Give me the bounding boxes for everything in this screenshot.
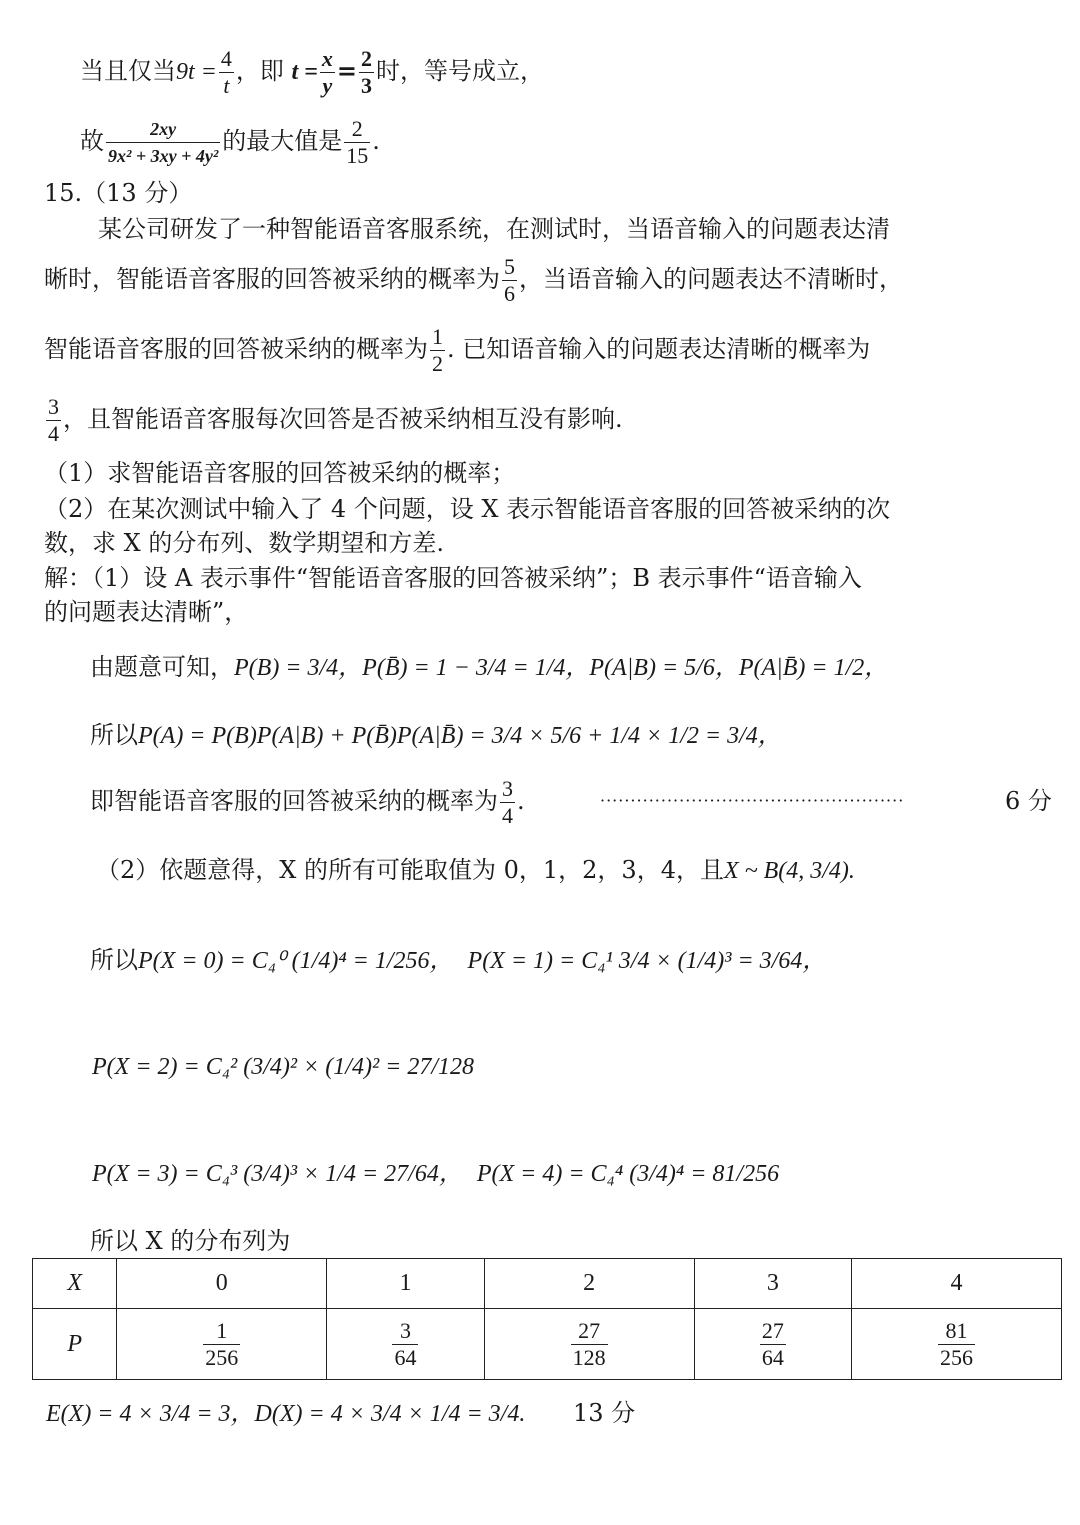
fraction: $\frac{3}{4}$ — [48, 394, 59, 446]
score-leader-dots: ·················································· — [600, 791, 905, 810]
table-cell: 0 — [117, 1259, 327, 1309]
table-cell: 2 — [484, 1259, 694, 1309]
solution-line-6: 所以P(X = 0) = C₄⁰ (1/4)⁴ = 1/256， P(X = 1) = C₄¹ 3/4 × (1/4)³ = 3/64， — [90, 946, 827, 974]
fraction: $\frac{2}{15}$ — [346, 116, 369, 168]
table-cell: $\frac{1}{256}$ — [117, 1309, 327, 1380]
solution-line-8: P(X = 3) = C₄³ (3/4)³ × 1/4 = 27/64， P(X = 4) = C₄⁴ (3/4)⁴ = 81/256 — [92, 1161, 780, 1187]
solution-line-10: E(X) = 4 × 3/4 = 3，D(X) = 4 × 3/4 × 1/4 = 3/4. 13 分 — [46, 1399, 636, 1427]
question-2a: （2）在某次测试中输入了 4 个问题，设 X 表示智能语音客服的回答被采纳的次 — [44, 495, 891, 523]
table-cell: $\frac{3}{64}$ — [327, 1309, 484, 1380]
solution-line-1b: 的问题表达清晰”， — [44, 598, 249, 626]
fraction: $\frac{5}{6}$ — [504, 254, 515, 306]
solution-line-3: 所以P(A) = P(B)P(A|B) + P(B̄)P(A|B̄) = 3/4 × 5/6 + 1/4 × 1/2 = 3/4， — [90, 721, 782, 749]
problem-paragraph-3: 智能语音客服的回答被采纳的概率为 $\frac{1}{2}$ . 已知语音输入的问题表达清晰的概率为 — [44, 324, 871, 376]
problem-paragraph-1: 某公司研发了一种智能语音客服系统，在测试时，当语音输入的问题表达清 — [98, 215, 890, 243]
fraction: $\frac{4}{t}$ — [220, 46, 232, 98]
score-13: 13 分 — [572, 1399, 636, 1427]
solution-line-2: 由题意可知，P(B) = 3/4，P(B̄) = 1 − 3/4 = 1/4，P(A|B) = 5/6，P(A|B̄) = 1/2， — [90, 653, 889, 681]
question-2b: 数，求 X 的分布列、数学期望和方差. — [44, 529, 444, 557]
table-header-p: P — [33, 1309, 117, 1380]
solution-line-4: 即智能语音客服的回答被采纳的概率为 $\frac{3}{4}$ . — [90, 776, 525, 828]
table-cell: 3 — [694, 1259, 851, 1309]
distribution-table — [32, 1258, 1062, 1380]
problem-paragraph-2: 晰时，智能语音客服的回答被采纳的概率为 $\frac{5}{6}$ ，当语音输入的问题表达不清晰时， — [44, 254, 903, 306]
solution-line-5: （2）依题意得，X 的所有可能取值为 0，1，2，3，4，且X ~ B(4, 3/4). — [96, 856, 855, 884]
question-1: （1）求智能语音客服的回答被采纳的概率； — [44, 459, 516, 487]
table-cell: $\frac{81}{256}$ — [852, 1309, 1062, 1380]
table-cell: $\frac{27}{128}$ — [484, 1309, 694, 1380]
problem-number: 15.（13 分） — [44, 179, 193, 207]
fraction: $\frac{2}{3}$ — [360, 46, 372, 98]
intro-line-1: 当且仅当9t = $\frac{4}{t}$ ，即 t = $\frac{x}{y}$ = $\frac{2}{3}$ 时，等号成立， — [80, 46, 544, 98]
fraction: $\frac{3}{4}$ — [502, 776, 513, 828]
table-cell: 1 — [327, 1259, 484, 1309]
solution-line-9: 所以 X 的分布列为 — [90, 1227, 291, 1255]
fraction: $\frac{2xy}{\text{9x² + 3xy + 4y²}}$ — [106, 116, 220, 169]
intro-line-2: 故 $\frac{2xy}{\text{9x² + 3xy + 4y²}}$ 的最大值是 $\frac{2}{15}$ . — [80, 116, 380, 168]
problem-paragraph-4: $\frac{3}{4}$ ，且智能语音客服每次回答是否被采纳相互没有影响. — [48, 394, 623, 446]
table-row — [33, 1259, 1062, 1309]
table-cell: $\frac{27}{64}$ — [694, 1309, 851, 1380]
table-row — [33, 1309, 1062, 1380]
solution-line-1a: 解：（1）设 A 表示事件“智能语音客服的回答被采纳”；B 表示事件“语音输入 — [44, 564, 862, 592]
table-cell: 4 — [852, 1259, 1062, 1309]
table-header-x: X — [33, 1259, 117, 1309]
solution-line-7: P(X = 2) = C₄² (3/4)² × (1/4)² = 27/128 — [92, 1054, 474, 1080]
score-6: 6 分 — [1005, 787, 1052, 815]
fraction: $\frac{1}{2}$ — [432, 324, 443, 376]
fraction: $\frac{x}{y}$ — [321, 46, 333, 98]
